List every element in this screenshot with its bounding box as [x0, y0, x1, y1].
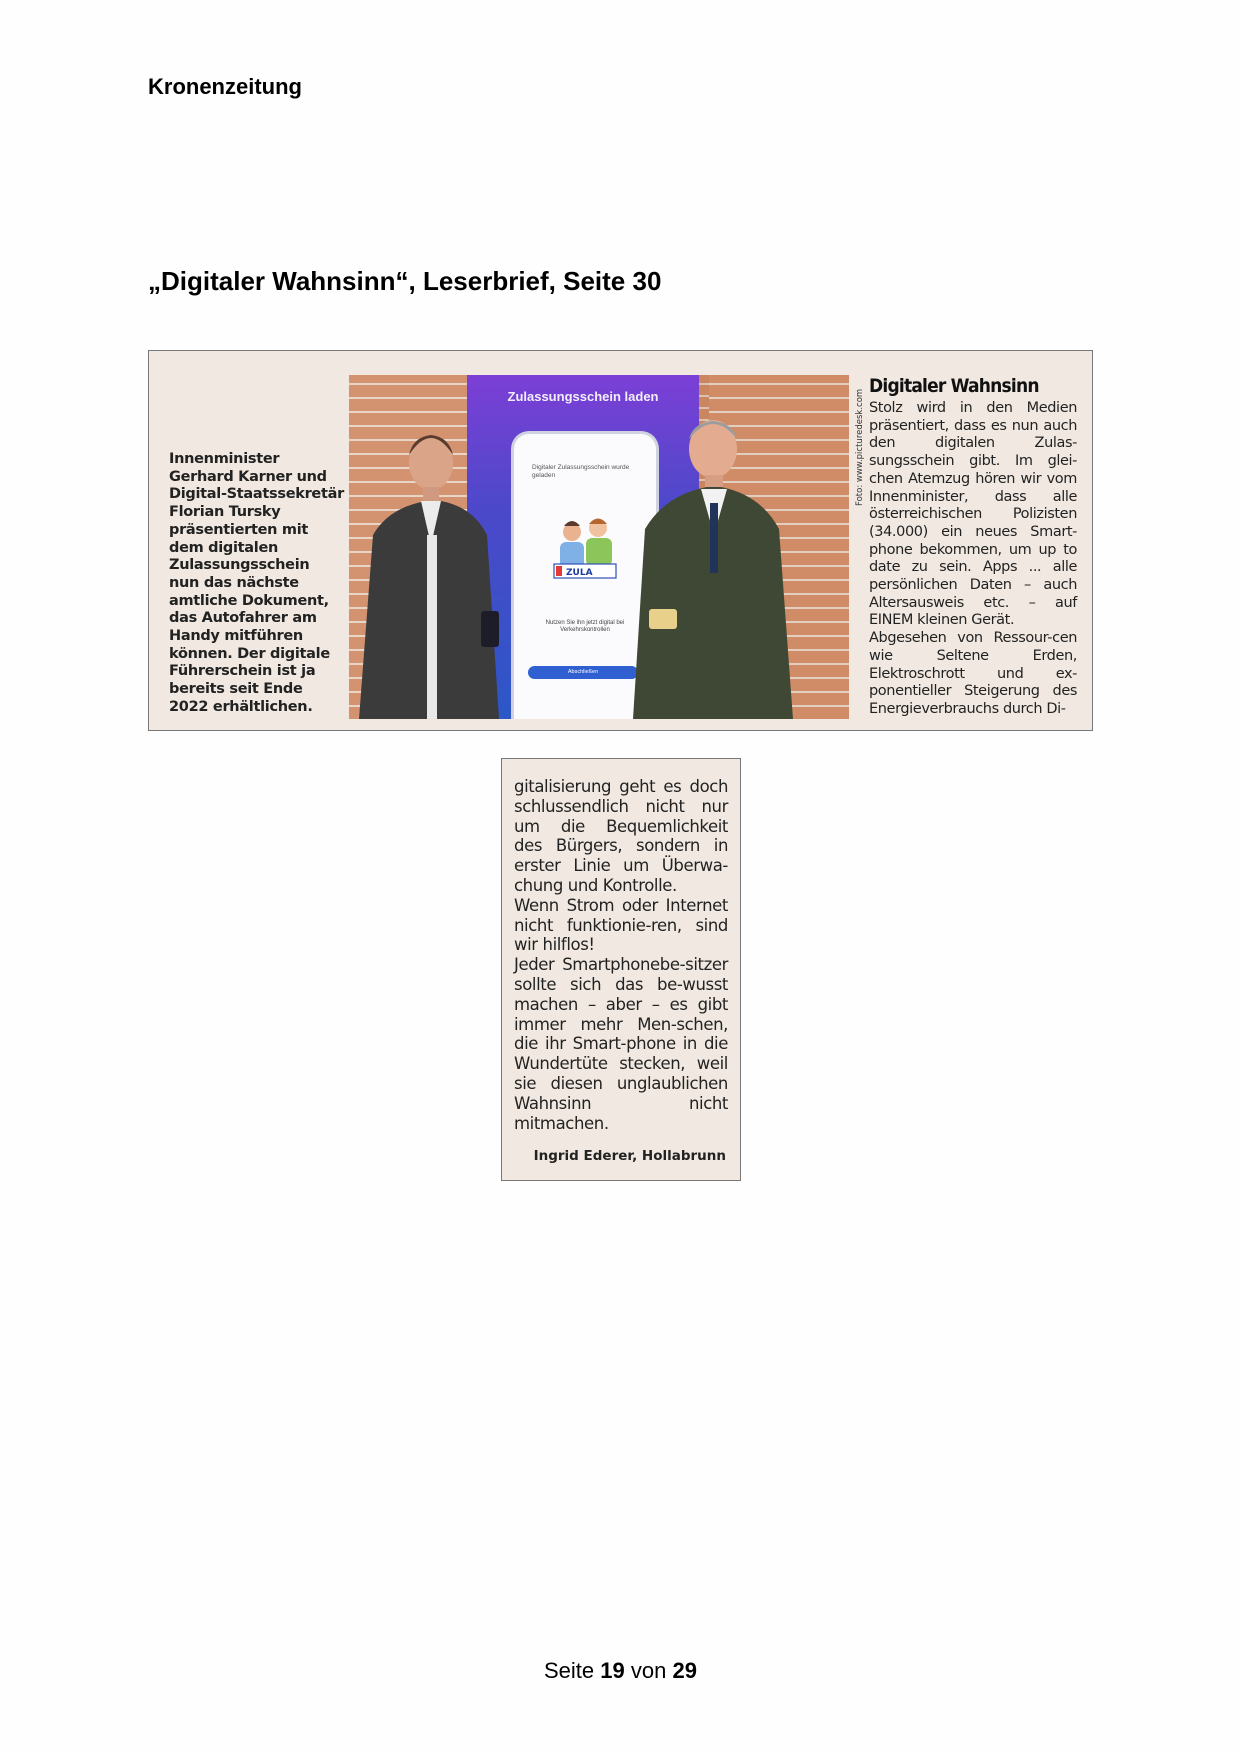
photo-credit	[849, 376, 865, 506]
newspaper-clipping-main	[148, 350, 1093, 731]
phone-heading: Digitaler Zulassungsschein wurde geladen	[532, 464, 630, 479]
article-text: Stolz wird in den Medien präsentiert, dass es nun auch den digitalen Zulas-sungsschein gibt. Im glei-chen Atemzug hören wir vom Innenminister, dass alle österreichischen Polizisten (34.000) ein neues Smart-phone bekommen, um up to date zu sein. Apps ... alle persönlichen Daten – auch Altersausweis etc. – auf EINEM kleinen Gerät. Abgesehen von Ressour-cen wie Seltene Erden, Elektroschrott und ex-ponentieller Steigerung des Energieverbrauchs durch Di-	[869, 400, 1077, 717]
person-right-figure	[621, 399, 801, 719]
continuation-text: gitalisierung geht es doch schlussendlich nicht nur um die Bequemlichkeit des Bürgers, sondern in erster Linie um Überwa-chung und Kontrolle. Wenn Strom oder Internet nicht funktionie-ren, sind wir hilflos! Jeder Smartphonebe-sitzer sollte sich das be-wusst machen – aber – es gibt immer mehr Men-schen, die ihr Smart-phone in die Wundertüte stecken, weil sie diesen unglaublichen Wahnsinn nicht mitmachen.	[514, 777, 728, 1133]
people-illustration-icon	[542, 514, 628, 584]
article-title: Digitaler Wahnsinn	[869, 375, 1039, 397]
total-page-count: 29	[672, 1658, 697, 1683]
press-photo	[349, 375, 849, 719]
footer-prefix: Seite	[544, 1658, 595, 1683]
page-footer	[0, 1658, 1241, 1684]
footer-separator: von	[630, 1658, 667, 1683]
publication-name: Kronenzeitung	[148, 74, 302, 99]
newspaper-clipping-continuation	[501, 758, 741, 1181]
phone-finish-button: Abschließen	[528, 666, 638, 679]
screen-title: Zulassungsschein laden	[507, 389, 659, 404]
document-headline: „Digitaler Wahnsinn“, Leserbrief, Seite 30	[148, 266, 662, 296]
photo-caption: Innenminister Gerhard Karner und Digital-Staatssekretär Florian Tursky präsentierten mit dem digitalen Zulassungsschein nun das nächste amtliche Dokument, das Autofahrer am Handy mitführen können. Der digitale Führerschein ist ja bereits seit Ende 2022 erhältlichen.	[169, 451, 344, 715]
phone-hint: Nutzen Sie ihn jetzt digital bei Verkehrskontrollen	[545, 620, 625, 633]
current-page-number: 19	[600, 1658, 625, 1683]
svg-text:ZULA: ZULA	[566, 568, 593, 578]
person-left-figure	[349, 415, 509, 719]
photo-credit-text: Foto: www.picturedesk.com	[855, 388, 865, 506]
letter-signature: Ingrid Ederer, Hollabrunn	[533, 1148, 726, 1164]
